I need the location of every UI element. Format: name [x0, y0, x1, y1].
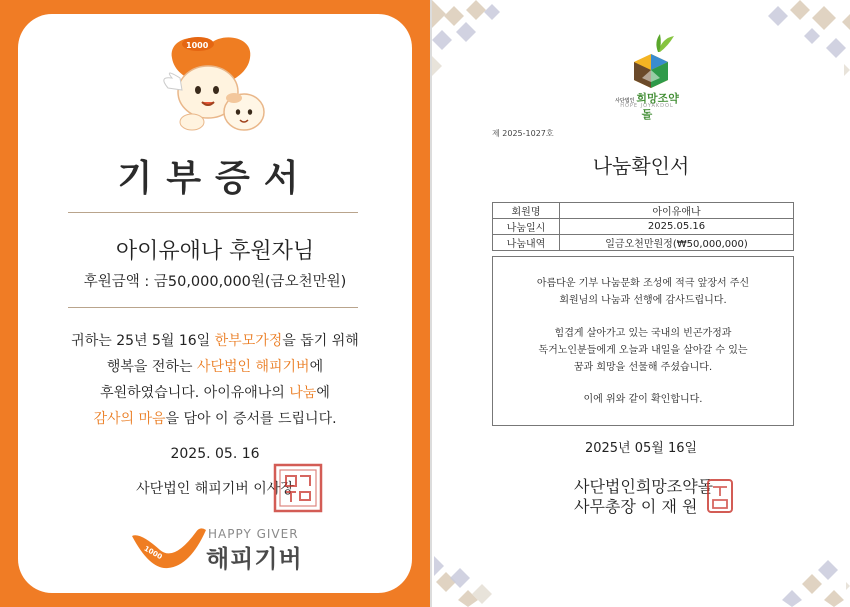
row-label: 회원명: [493, 203, 560, 219]
row-value: 2025.05.16: [560, 219, 794, 235]
row-value: 아이유애나: [560, 203, 794, 219]
confirmation-title: 나눔확인서: [592, 154, 690, 178]
table-row: [493, 235, 794, 251]
confirmation-date: 2025년 05월 16일: [584, 441, 698, 456]
donation-amount: 후원금액 : 금50,000,000원(금오천만원): [83, 274, 347, 290]
message-paragraph-2: 힘겹게 살아가고 있는 국내의 빈곤가정과 독거노인분들에게 오늘과 내일을 살아갈 수 있는 꿈과 희망을 선물해 주셨습니다.: [538, 328, 748, 373]
amount-divider: [68, 307, 358, 308]
certificate-title: 기부증서: [117, 158, 313, 199]
message-paragraph-1: 아름다운 기부 나눔문화 조성에 적극 앞장서 주신 회원님의 나눔과 선행에 감사드립니다.: [536, 278, 750, 306]
highlight-gratitude: 감사의 마음: [93, 411, 166, 427]
body-line-3: 후원하였습니다. 아이유애나의 나눔에: [100, 385, 330, 401]
hope-stone-logo-subtitle: HOPE JOYAKDOL: [620, 103, 674, 109]
hope-stone-logo-icon: [618, 32, 684, 92]
document-number: 제 2025-1027호: [492, 129, 554, 138]
certificate-body: [40, 328, 390, 432]
certificate-date: 2025. 05. 16: [170, 446, 260, 462]
row-label: 나눔내역: [493, 235, 560, 251]
body-line-1: 귀하는 25년 5월 16일 한부모가정을 돕기 위해: [71, 333, 359, 349]
organization-name: 사단법인희망조약돌: [574, 477, 714, 496]
message-box: [492, 256, 794, 426]
member-info-table: [492, 202, 794, 251]
hope-stone-logo-text: 사단법인 희망조약돌: [615, 92, 679, 121]
row-value: 일금오천만원정(₩50,000,000): [560, 235, 794, 251]
official-seal-stamp: [272, 462, 324, 514]
highlight-org: 사단법인 해피기버: [196, 359, 310, 375]
mascot-image: [158, 28, 278, 136]
logo-korean-text: 해피기버: [206, 545, 303, 573]
secretary-general: 사무총장 이 재 원: [574, 497, 698, 516]
highlight-single-parent: 한부모가정: [214, 333, 283, 349]
mascot-badge-text: 1000: [186, 41, 209, 50]
body-line-2: 행복을 전하는 사단법인 해피기버에: [106, 359, 324, 375]
body-line-4: 감사의 마음을 담아 이 증서를 드립니다.: [93, 411, 337, 427]
logo-badge-text: 1000: [142, 544, 164, 562]
message-paragraph-3: 이에 위와 같이 확인합니다.: [583, 394, 703, 405]
title-divider: [68, 212, 358, 213]
recipient-name: 아이유애나 후원자님: [115, 239, 315, 264]
table-row: [493, 219, 794, 235]
table-row: [493, 203, 794, 219]
highlight-sharing: 나눔: [289, 385, 317, 401]
certificate-signer: 사단법인 해피기버 이사장: [136, 481, 294, 497]
row-label: 나눔일시: [493, 219, 560, 235]
secretary-seal-stamp: [706, 478, 734, 514]
logo-english-text: HAPPY GIVER: [208, 527, 299, 541]
